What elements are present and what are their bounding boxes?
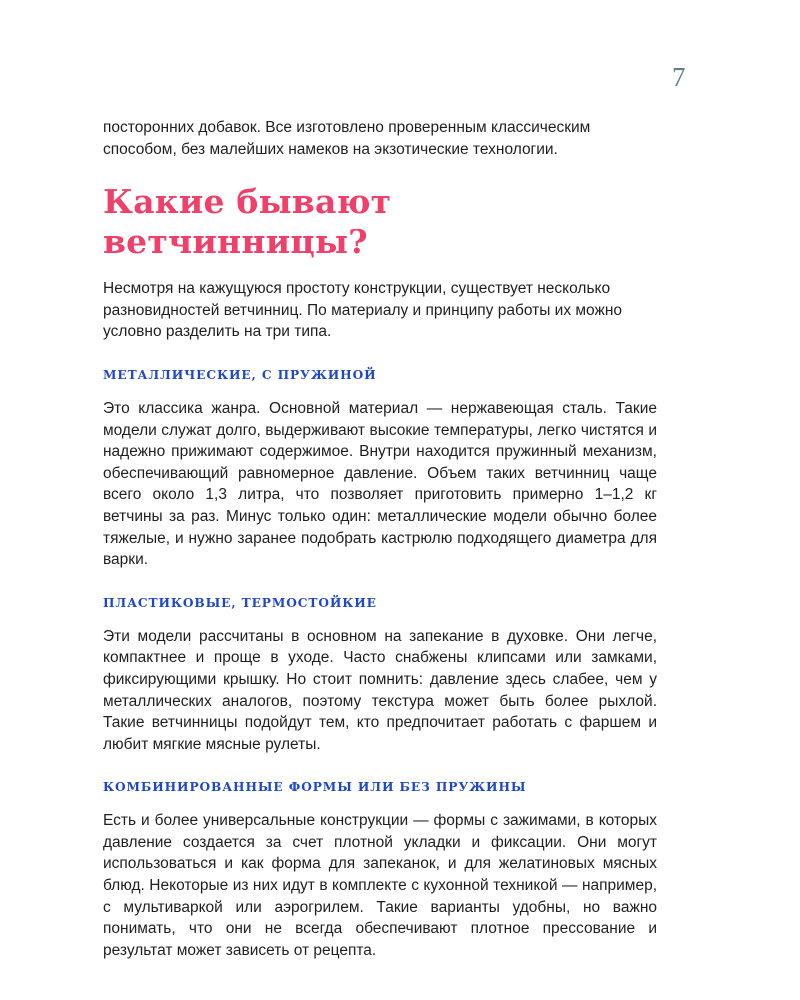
subheading-combined: КОМБИНИРОВАННЫЕ ФОРМЫ ИЛИ БЕЗ ПРУЖИНЫ — [103, 780, 527, 795]
intro-continuation: посторонних добавок. Все изготовлено проверенным классическим способом, без малейших намеков на экзотические технологии. — [103, 119, 591, 158]
article-body — [103, 117, 657, 961]
paragraph-combined: Есть и более универсальные конструкции — формы с зажимами, в которых давление создается за счет плотной укладки и фиксации. Они могут использоваться и как форма для запеканок, и для желатиновых мясных блюд. Некоторые из них идут в комплекте с кухонной техникой — например, с мультиваркой или аэрогрилем. Такие варианты удобны, но важно понимать, что они не всегда обеспечивают плотное прессование и результат может зависеть от рецепта. — [103, 812, 657, 959]
subheading-plastic: ПЛАСТИКОВЫЕ, ТЕРМОСТОЙКИЕ — [103, 595, 377, 610]
lead-paragraph: Несмотря на кажущуюся простоту конструкции, существует несколько разновидностей ветчинниц. По материалу и принципу работы их можно условно разделить на три типа. — [103, 280, 623, 341]
section-heading: Какие бывают ветчинницы? — [103, 182, 392, 262]
paragraph-plastic: Эти модели рассчитаны в основном на запекание в духовке. Они легче, компактнее и проще в уходе. Часто снабжены клипсами или замками, фиксирующими крышку. Но стоит помнить: давление здесь слабее, чем у металлических аналогов, поэтому текстура может быть более рыхлой. Такие ветчинницы подойдут тем, кто предпочитает работать с фаршем и любит мягкие мясные рулеты. — [103, 627, 657, 753]
subheading-metal: МЕТАЛЛИЧЕСКИЕ, С ПРУЖИНОЙ — [103, 367, 377, 382]
page-number: 7 — [672, 62, 687, 92]
paragraph-metal: Это классика жанра. Основной материал — нержавеющая сталь. Такие модели служат долго, выдерживают высокие температуры, легко чистятся и надежно прижимают содержимое. Внутри находится пружинный механизм, обеспечивающий равномерное давление. Объем таких ветчинниц чаще всего около 1,3 литра, что позволяет приготовить примерно 1–1,2 кг ветчины за раз. Минус только один: металлические модели обычно более тяжелые, и нужно заранее подобрать кастрюлю подходящего диаметра для варки. — [103, 399, 657, 569]
